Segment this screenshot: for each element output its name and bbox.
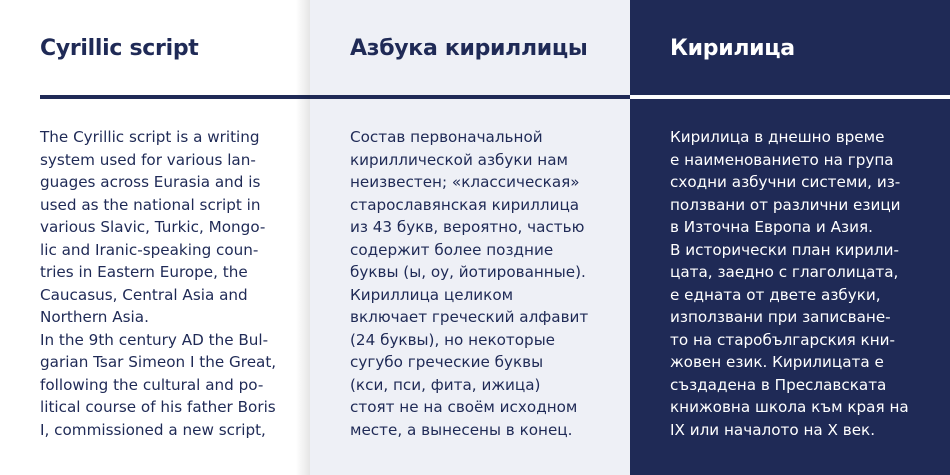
column-russian-divider <box>310 95 630 99</box>
column-bulgarian-heading: Кирилица <box>670 36 795 61</box>
column-russian-heading: Азбука кириллицы <box>350 36 588 61</box>
column-english <box>0 0 310 475</box>
column-bulgarian-divider <box>630 95 950 99</box>
column-english-body: The Cyrillic script is a writing system used for various lan- guages across Eurasia and is used as the national script in various Slavic, Turkic, Mongo- lic and Iranic-speaking coun- tries in Eastern Europe, the Caucasus, Central Asia and Northern Asia. In the 9th century AD the Bul- garian Tsar Simeon I the Great, following the cultural and po- litical course of his father Boris I, commissioned a new script, <box>40 128 277 439</box>
column-russian <box>310 0 630 475</box>
column-bulgarian-body: Кирилица в днешно време е наименованието на група сходни азбучни системи, из- ползвани от различни езици в Източна Европа и Азия. В исторически план кирили- цата, заедно с глаголицата, е едната от двете азбуки, използвани при записване- то на старобългарския кни- жовен език. Кирилицата е създадена в Преславската книжовна школа към края на IX или началото на X век. <box>670 128 909 439</box>
column-russian-body: Состав первоначальной кириллической азбуки нам неизвестен; «классическая» старославянская кириллица из 43 букв, вероятно, частью содержит более поздние буквы (ы, оу, йотированные). Кириллица целиком включает греческий алфавит (24 буквы), но некоторые сугубо греческие буквы (кси, пси, фита, ижица) стоят не на своём исходном месте, а вынесены в конец. <box>350 128 589 439</box>
column-english-heading: Cyrillic script <box>40 36 199 61</box>
column-english-divider <box>40 95 310 99</box>
column-bulgarian <box>630 0 950 475</box>
